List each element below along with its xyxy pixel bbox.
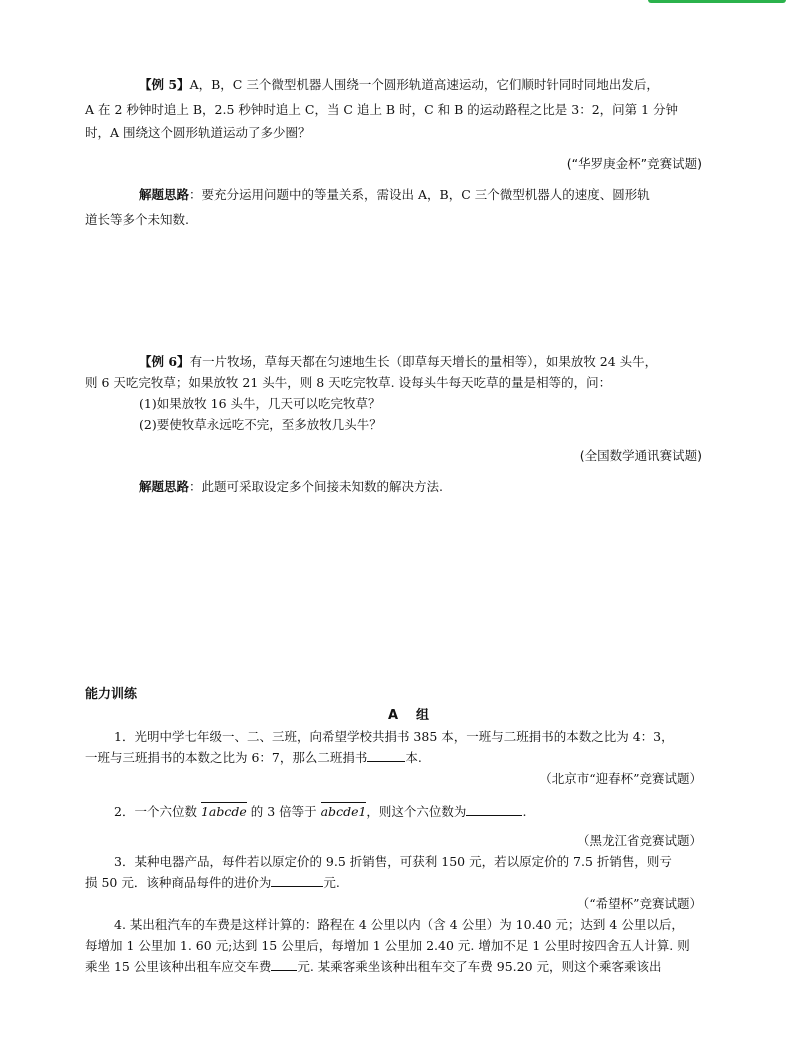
problem-2-source: （黑龙江省竞赛试题） xyxy=(576,833,702,848)
problem-2-text-post: ，则这个六位数为 xyxy=(366,804,467,819)
problem-4-line-3 xyxy=(85,958,662,976)
example-5-line-1 xyxy=(139,76,659,94)
problem-1-answer-blank[interactable] xyxy=(367,749,405,762)
problem-2-answer-blank[interactable] xyxy=(466,803,522,816)
example-5-hint-line-1 xyxy=(139,186,650,204)
top-accent-bar xyxy=(648,0,786,3)
training-heading: 能力训练 xyxy=(85,687,138,702)
problem-4-text-3a: 乘坐 15 公里该种出租车应交车费 xyxy=(85,959,272,974)
problem-1-line-2 xyxy=(85,749,422,767)
problem-2-number-1: 1abcde xyxy=(200,804,247,819)
example-6-line-2: 则 6 天吃完牧草；如果放牧 21 头牛，则 8 天吃完牧草. 设每头牛每天吃草的量是相等的，问： xyxy=(85,375,612,390)
problem-3-source: （“希望杯”竞赛试题） xyxy=(576,896,702,911)
example-5-line-3: 时，A 围绕这个圆形轨道运动了多少圈？ xyxy=(85,125,311,140)
problem-2-text-end: . xyxy=(522,804,527,819)
problem-3-text-2b: 元. xyxy=(323,875,340,890)
problem-2-text-mid: 的 3 倍等于 xyxy=(246,804,321,819)
example-6-hint-text: ：此题可采取设定多个间接未知数的解决方法. xyxy=(189,479,443,494)
problem-1-line-1: 1．光明中学七年级一、二、三班，向希望学校共捐书 385 本，一班与二班捐书的本数之比为 4：3， xyxy=(114,729,674,744)
example-5-source: (“华罗庚金杯”竞赛试题) xyxy=(566,156,702,171)
problem-2-text-pre: 2．一个六位数 xyxy=(114,804,201,819)
example-6-text-1: 有一片牧场，草每天都在匀速地生长（即草每天增长的量相等），如果放牧 24 头牛， xyxy=(189,354,658,369)
example-6-tag: 【例 6】 xyxy=(139,354,190,369)
problem-2-line xyxy=(114,803,526,821)
problem-3-answer-blank[interactable] xyxy=(271,874,323,887)
example-6-hint-label: 解题思路 xyxy=(139,479,190,494)
problem-3-line-1: 3．某种电器产品，每件若以原定价的 9.5 折销售，可获利 150 元，若以原定价的 7.5 折销售，则亏 xyxy=(114,854,672,869)
problem-1-text-2a: 一班与三班捐书的本数之比为 6：7，那么二班捐书 xyxy=(85,750,368,765)
example-5-hint-text-1: ：要充分运用问题中的等量关系，需设出 A，B，C 三个微型机器人的速度、圆形轨 xyxy=(189,187,650,202)
problem-3-line-2 xyxy=(85,874,340,892)
problem-3-text-2a: 损 50 元．该种商品每件的进价为 xyxy=(85,875,272,890)
problem-1-text-2b: 本. xyxy=(405,750,422,765)
problem-4-line-1: 4. 某出租汽车的车费是这样计算的：路程在 4 公里以内（含 4 公里）为 10.40 元；达到 4 公里以后， xyxy=(114,917,684,932)
example-6-hint-line xyxy=(139,478,443,496)
example-5-hint-line-2: 道长等多个未知数. xyxy=(85,212,189,227)
example-6-line-1 xyxy=(139,353,657,371)
example-6-question-1: (1)如果放牧 16 头牛，几天可以吃完牧草？ xyxy=(139,396,381,411)
example-6-source: (全国数学通讯赛试题) xyxy=(579,448,702,463)
group-a-heading: A组 xyxy=(388,708,448,723)
example-6-question-2: (2)要使牧草永远吃不完，至多放牧几头牛？ xyxy=(139,417,382,432)
problem-4-line-2: 每增加 1 公里加 1. 60 元;达到 15 公里后，每增加 1 公里加 2.40 元. 增加不足 1 公里时按四舍五人计算. 则 xyxy=(85,938,690,953)
problem-2-number-2: abcde1 xyxy=(320,804,367,819)
problem-4-text-3b: 元. 某乘客乘坐该种出租车交了车费 95.20 元，则这个乘客乘该出 xyxy=(297,959,662,974)
example-5-tag: 【例 5】 xyxy=(139,77,190,92)
problem-1-source: （北京市“迎春杯”竞赛试题） xyxy=(539,771,702,786)
example-5-line-2: A 在 2 秒钟时追上 B，2.5 秒钟时追上 C，当 C 追上 B 时，C 和 B 的运动路程之比是 3：2，问第 1 分钟 xyxy=(85,102,679,117)
problem-4-answer-blank[interactable] xyxy=(271,958,297,971)
example-5-text-1: A，B，C 三个微型机器人围绕一个圆形轨道高速运动，它们顺时针同时同地出发后， xyxy=(189,77,659,92)
example-5-hint-label: 解题思路 xyxy=(139,187,190,202)
